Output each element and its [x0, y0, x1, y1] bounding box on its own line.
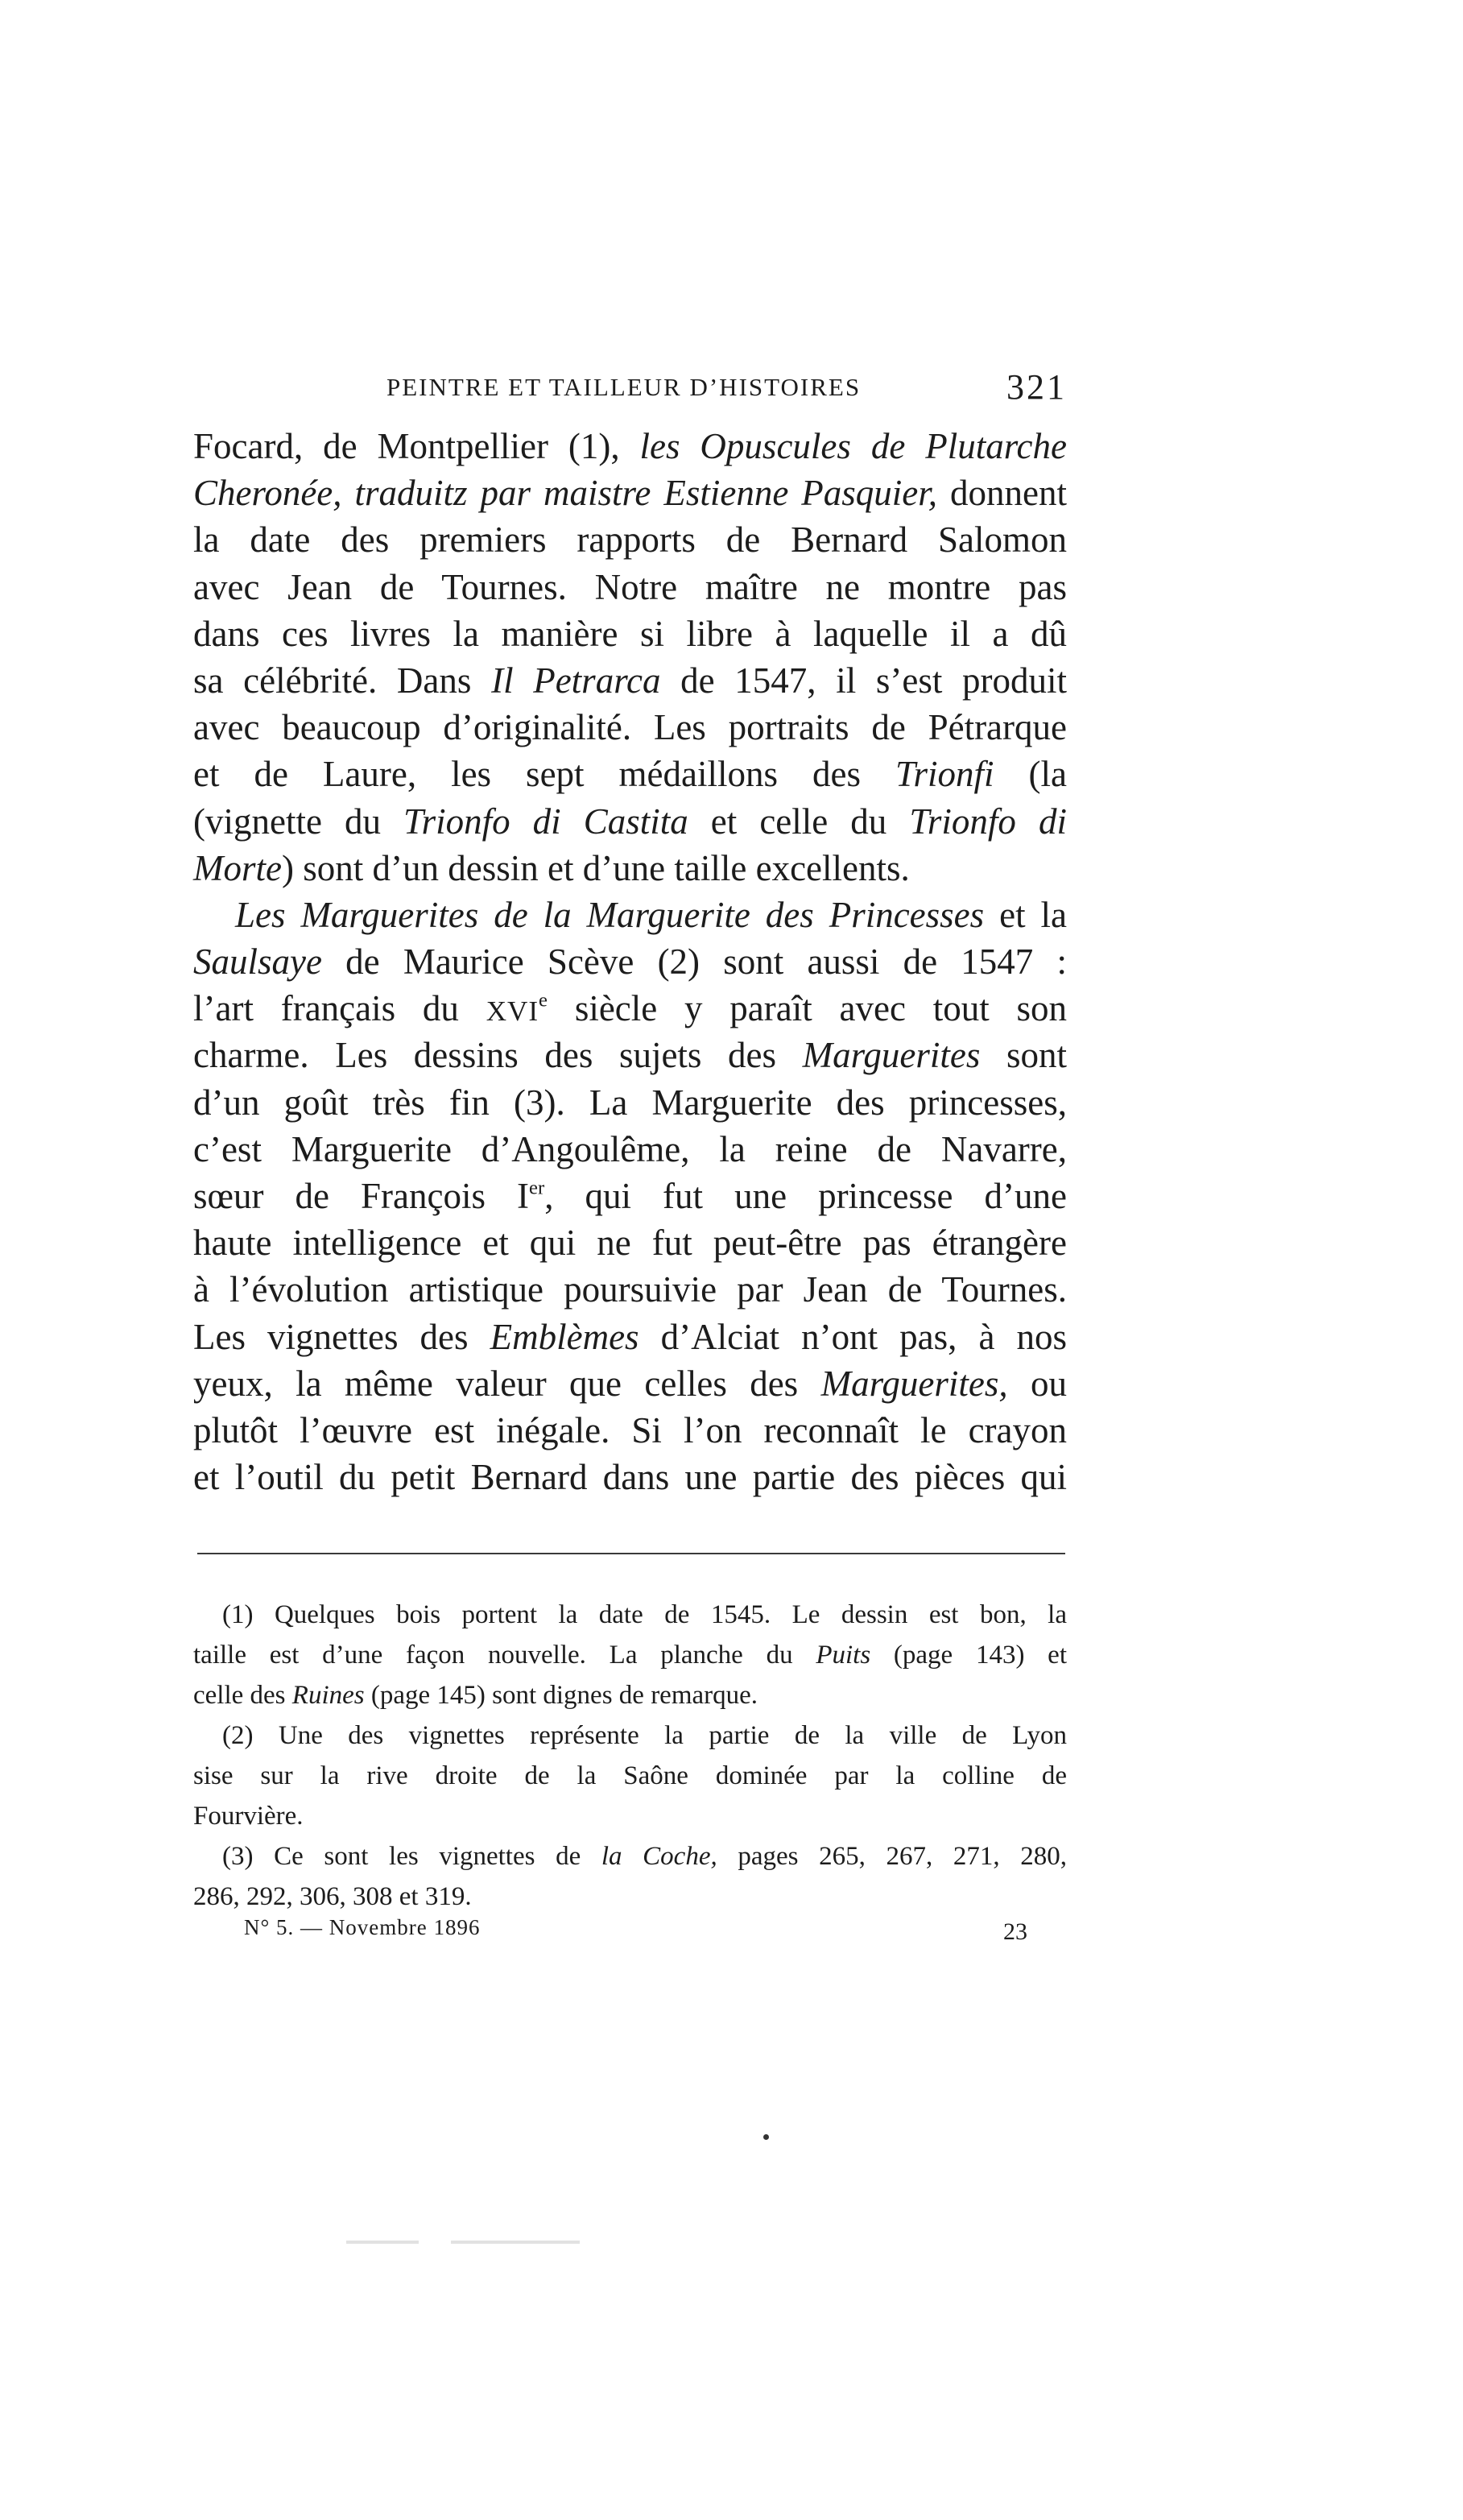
body-text: [193, 423, 1067, 1500]
text-run: d’Alciat n’ont pas, à nos: [639, 1316, 1067, 1357]
signature-line: N° 5. — Novembre 1896: [244, 1915, 481, 1939]
text-run: dans ces livres la manière si libre à laquelle il a dû: [193, 613, 1067, 654]
footnote: [193, 1715, 1067, 1836]
ink-speck: [763, 2134, 769, 2140]
footnote-line: [193, 1796, 1067, 1836]
italic-title: Morte: [193, 847, 282, 888]
text-run: (page 145) sont dignes de remarque.: [364, 1681, 758, 1710]
italic-title: Puits: [816, 1641, 871, 1670]
text-run: (la: [994, 754, 1067, 795]
text-run: yeux, la même valeur que celles des: [193, 1363, 821, 1404]
italic-title: Trionfo di Castita: [403, 801, 688, 842]
text-run: l’art français du: [193, 988, 486, 1029]
text-line: [193, 892, 1067, 938]
italic-title: Les Marguerites de la Marguerite des Princesses: [235, 894, 985, 935]
text-run: celle des: [193, 1681, 292, 1710]
text-line: [193, 1032, 1067, 1078]
text-run: Fourvière.: [193, 1802, 304, 1831]
text-run: d’un goût très fin (3). La Marguerite des princesses,: [193, 1082, 1067, 1123]
text-line: [193, 938, 1067, 985]
text-line: [193, 1360, 1067, 1407]
footnote-line: [193, 1836, 1067, 1877]
text-run: sa célébrité. Dans: [193, 660, 492, 701]
text-run: et de Laure, les sept médaillons des: [193, 754, 895, 795]
text-line: [193, 985, 1067, 1032]
superscript: e: [539, 989, 548, 1012]
text-run: et celle du: [688, 801, 910, 842]
text-line: [193, 564, 1067, 610]
text-line: [193, 845, 1067, 892]
text-run: et la: [984, 894, 1068, 935]
footnote: [193, 1595, 1067, 1715]
italic-title: Saulsaye: [193, 941, 322, 983]
text-line: [193, 1407, 1067, 1454]
text-line: [193, 657, 1067, 704]
text-run: avec beaucoup d’originalité. Les portraits de Pétrarque: [193, 707, 1067, 748]
page-number: 321: [1006, 367, 1067, 407]
text-line: [193, 423, 1067, 470]
text-line: [193, 798, 1067, 845]
text-run: Les vignettes des: [193, 1316, 490, 1357]
superscript: er: [529, 1177, 545, 1199]
italic-title: Trionfi: [895, 754, 994, 795]
text-run: sise sur la rive droite de la Saône dominée par la colline de: [193, 1761, 1067, 1790]
text-run: haute intelligence et qui ne fut peut-être pas étrangère: [193, 1223, 1067, 1264]
text-run: sœur de François I: [193, 1176, 530, 1216]
text-run: taille est d’une façon nouvelle. La planche du: [193, 1641, 816, 1670]
text-run: sont: [980, 1035, 1067, 1076]
text-run: plutôt l’œuvre est inégale. Si l’on reconnaît le crayon: [193, 1409, 1067, 1450]
italic-title: Ruines: [291, 1681, 365, 1710]
text-run: Focard, de Montpellier (1),: [193, 426, 640, 466]
footnote-line: [193, 1756, 1067, 1796]
text-run: siècle y paraît avec tout son: [548, 988, 1068, 1029]
text-run: avec Jean de Tournes. Notre maître ne montre pas: [193, 566, 1067, 607]
text-run: (page 143) et: [870, 1641, 1068, 1670]
footnote-line: [193, 1675, 1067, 1715]
italic-title: Marguerites: [802, 1035, 981, 1076]
italic-title: Il Petrarca: [491, 660, 661, 701]
footnotes: [193, 1595, 1067, 1917]
footnote-line: [193, 1715, 1067, 1756]
text-run: (vignette du: [193, 801, 404, 842]
scan-smudge: [451, 2241, 580, 2244]
italic-title: les Opuscules de Plutarche: [639, 426, 1067, 466]
italic-title: Cheronée, traduitz par maistre Estienne Pasquier,: [193, 473, 938, 514]
text-run: à l’évolution artistique poursuivie par Jean de Tournes.: [193, 1269, 1067, 1310]
text-run: ) sont d’un dessin et d’une taille excellents.: [281, 847, 910, 888]
page-header: [193, 366, 1067, 415]
italic-title: Emblèmes: [490, 1316, 639, 1357]
text-run: charme. Les dessins des sujets des: [193, 1035, 803, 1076]
scan-smudge: [346, 2241, 419, 2244]
text-line: [193, 610, 1067, 657]
text-run: (3) Ce sont les vignettes de: [222, 1842, 601, 1871]
text-run: donnent: [937, 473, 1067, 514]
text-line: [193, 1126, 1067, 1173]
footnote-line: [193, 1635, 1067, 1675]
text-run: pages 265, 267, 271, 280,: [717, 1842, 1067, 1871]
text-run: c’est Marguerite d’Angoulême, la reine de Navarre,: [193, 1128, 1067, 1169]
text-run: de Maurice Scève (2) sont aussi de 1547 :: [321, 941, 1067, 983]
italic-title: la Coche,: [601, 1842, 717, 1871]
text-line: [193, 704, 1067, 751]
text-line: [193, 1454, 1067, 1500]
text-run: (1) Quelques bois portent la date de 1545. Le dessin est bon, la: [222, 1600, 1067, 1629]
footnote-line: [193, 1877, 1067, 1917]
footnote-rule: [197, 1553, 1065, 1554]
text-line: [193, 1314, 1067, 1360]
text-line: [193, 470, 1067, 516]
text-run: la date des premiers rapports de Bernard Salomon: [193, 519, 1067, 561]
running-head: PEINTRE ET TAILLEUR D’HISTOIRES: [386, 373, 862, 401]
small-caps: XVI: [486, 995, 539, 1028]
italic-title: Trionfo di: [909, 801, 1067, 842]
text-line: [193, 1219, 1067, 1266]
text-run: de 1547, il s’est produit: [660, 660, 1067, 701]
text-line: [193, 1266, 1067, 1313]
text-run: et l’outil du petit Bernard dans une partie des pièces qui: [193, 1457, 1067, 1498]
text-line: [193, 751, 1067, 797]
italic-title: Marguerites,: [820, 1363, 1008, 1404]
text-line: [193, 1079, 1067, 1126]
text-run: 286, 292, 306, 308 et 319.: [193, 1882, 472, 1911]
footnote: [193, 1836, 1067, 1917]
text-line: [193, 1173, 1067, 1219]
text-run: (2) Une des vignettes représente la partie de la ville de Lyon: [222, 1721, 1067, 1750]
text-run: , qui fut une princesse d’une: [544, 1176, 1067, 1216]
footnote-line: [193, 1595, 1067, 1635]
signature-mark: 23: [1003, 1918, 1027, 1945]
text-line: [193, 516, 1067, 563]
text-run: ou: [1007, 1363, 1068, 1404]
